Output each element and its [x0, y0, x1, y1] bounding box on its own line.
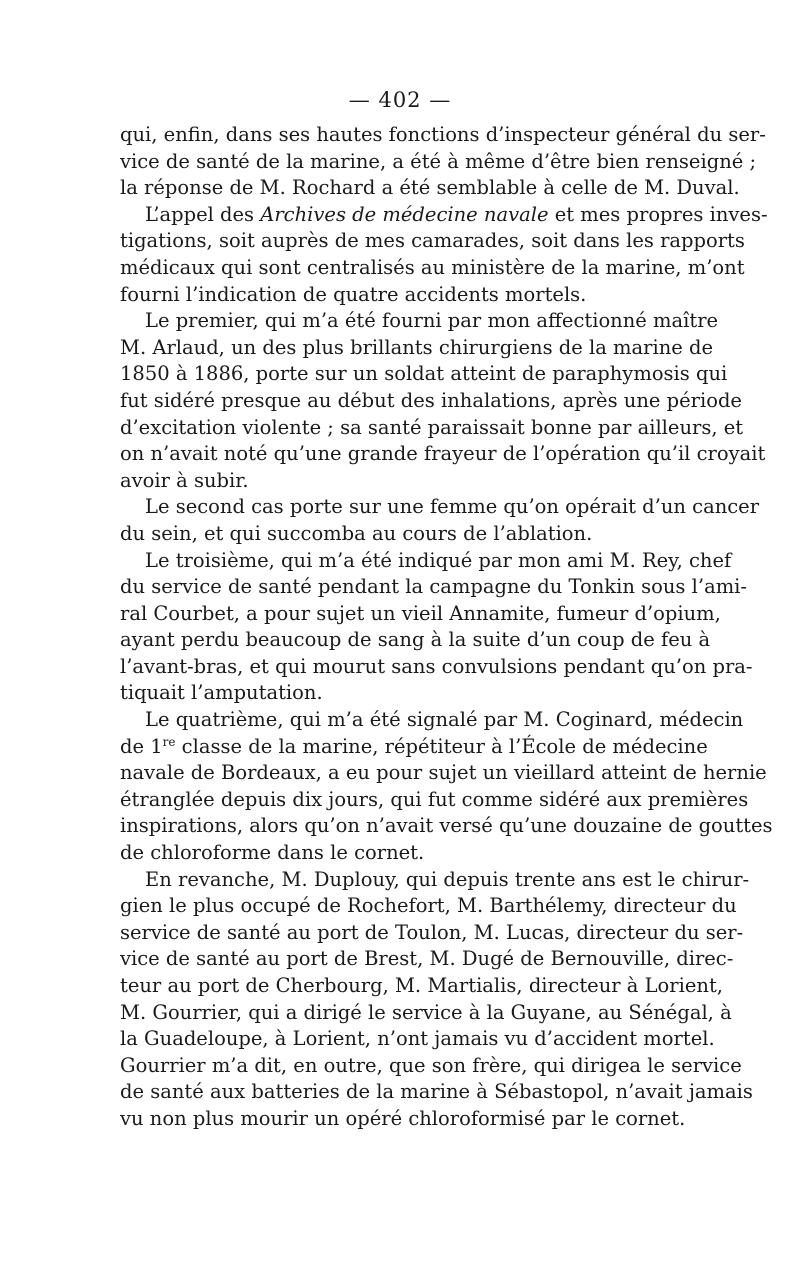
text-line: teur au port de Cherbourg, M. Martialis, directeur à Lorient, — [120, 974, 723, 997]
text-line: qui, enfin, dans ses hautes fonctions d’inspecteur général du ser- — [120, 123, 766, 146]
text-segment: L’appel des — [145, 202, 261, 226]
text-line: vu non plus mourir un opéré chloroformisé par le cornet. — [120, 1106, 686, 1130]
text-line: service de santé au port de Toulon, M. Lucas, directeur du ser- — [120, 920, 744, 944]
text-line: médicaux qui sont centralisés au ministère de la marine, m’ont — [120, 255, 745, 279]
text-line: gien le plus occupé de Rochefort, M. Barthélemy, directeur du — [120, 894, 737, 918]
text-line — [120, 734, 708, 761]
text-line: avoir à subir. — [120, 468, 249, 492]
text-line: Le quatrième, qui m’a été signalé par M. Coginard, médecin — [145, 708, 744, 732]
text-line: l’avant-bras, et qui mourut sans convulsions pendant qu’on pra- — [120, 654, 753, 678]
superscript: re — [162, 734, 176, 749]
italic-title: Archives de médecine navale — [260, 202, 549, 226]
text-line: M. Arlaud, un des plus brillants chirurgiens de la marine de — [120, 335, 714, 359]
text-line: Gourrier m’a dit, en outre, que son frère, qui dirigea le service — [120, 1053, 742, 1077]
body-text — [120, 122, 773, 1133]
text-line: tiquait l’amputation. — [120, 681, 323, 705]
text-line: tigations, soit auprès de mes camarades, soit dans les rapports — [120, 229, 745, 253]
text-line: du sein, et qui succomba au cours de l’ablation. — [120, 521, 593, 545]
text-line: vice de santé de la marine, a été à même d’être bien renseigné ; — [120, 149, 757, 173]
text-line: vice de santé au port de Brest, M. Dugé de Bernouville, direc- — [120, 947, 734, 971]
text-line: étranglée depuis dix jours, qui fut comme sidéré aux premières — [120, 787, 749, 811]
text-line: 1850 à 1886, porte sur un soldat atteint de paraphymosis qui — [120, 362, 728, 386]
text-line: Le premier, qui m’a été fourni par mon affectionné maître — [145, 309, 719, 333]
text-line: ayant perdu beaucoup de sang à la suite d’un coup de feu à — [120, 628, 711, 652]
text-line: de santé aux batteries de la marine à Sébastopol, n’avait jamais — [120, 1080, 753, 1104]
text-line: de chloroforme dans le cornet. — [120, 841, 425, 865]
text-line — [120, 202, 768, 229]
text-line: la Guadeloupe, à Lorient, n’ont jamais vu d’accident mortel. — [120, 1027, 715, 1051]
text-line: du service de santé pendant la campagne du Tonkin sous l’ami- — [120, 575, 748, 599]
text-line: navale de Bordeaux, a eu pour sujet un vieillard atteint de hernie — [120, 761, 767, 785]
text-line: M. Gourrier, qui a dirigé le service à la Guyane, au Sénégal, à — [120, 1000, 732, 1024]
text-segment: et mes propres inves- — [548, 202, 768, 226]
text-line: Le troisième, qui m’a été indiqué par mon ami M. Rey, chef — [145, 548, 732, 572]
text-line: ral Courbet, a pour sujet un vieil Annamite, fumeur d’opium, — [120, 601, 721, 625]
text-line: Le second cas porte sur une femme qu’on opérait d’un cancer — [145, 495, 760, 519]
text-segment: de 1 — [120, 734, 163, 758]
text-line: fut sidéré presque au début des inhalations, après une période — [120, 388, 742, 412]
text-line: En revanche, M. Duplouy, qui depuis trente ans est le chirur- — [145, 867, 750, 891]
text-line: la réponse de M. Rochard a été semblable à celle de M. Duval. — [120, 176, 740, 200]
text-segment: classe de la marine, répétiteur à l’École de médecine — [175, 734, 708, 758]
text-line: fourni l’indication de quatre accidents mortels. — [120, 282, 587, 306]
text-line: on n’avait noté qu’une grande frayeur de l’opération qu’il croyait — [120, 442, 766, 466]
text-line: d’excitation violente ; sa santé paraissait bonne par ailleurs, et — [120, 415, 744, 439]
text-line: inspirations, alors qu’on n’avait versé qu’une douzaine de gouttes — [120, 814, 773, 838]
page-number: — 402 — — [348, 88, 452, 112]
